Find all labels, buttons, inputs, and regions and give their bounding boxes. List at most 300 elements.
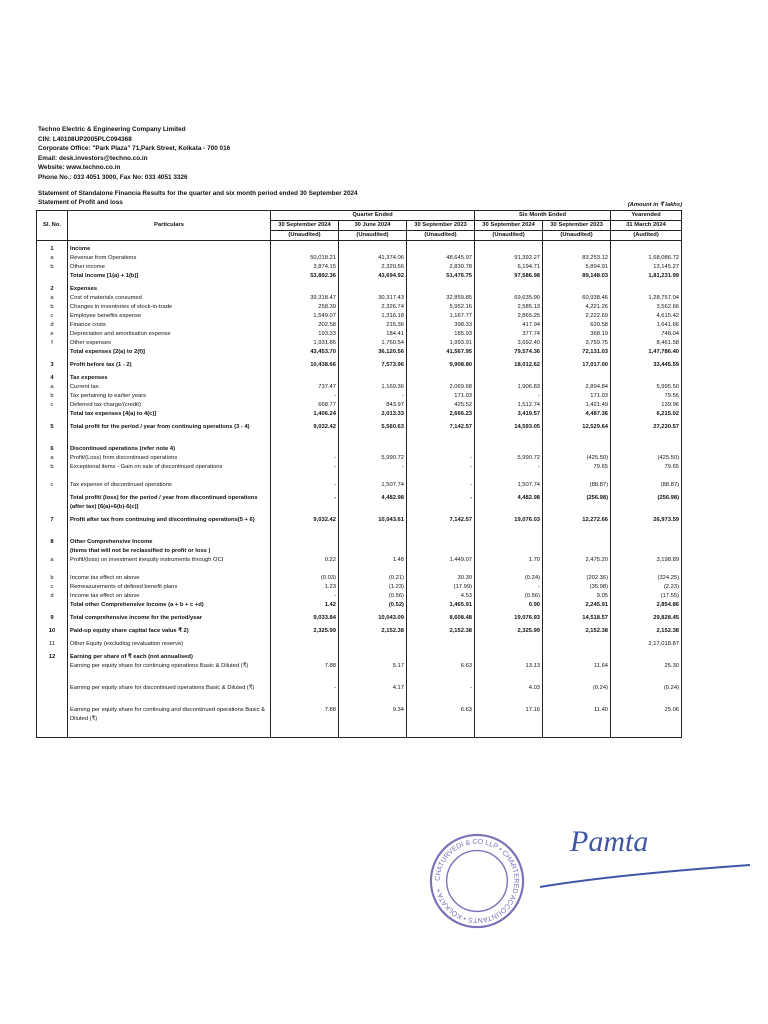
row-value: - <box>475 583 543 592</box>
row-particular: Total profit for the period / year from continuing operations (3 - 4) <box>68 423 271 441</box>
table-row <box>37 583 682 592</box>
row-value: 1,993.91 <box>407 339 475 348</box>
table-row <box>37 263 682 272</box>
row-value <box>543 445 611 454</box>
spacer-cell <box>37 733 68 738</box>
row-value: 97,586.98 <box>475 272 543 281</box>
table-row <box>37 463 682 481</box>
row-value: (88.87) <box>543 481 611 490</box>
seal-inner-ring <box>447 851 508 912</box>
row-value: (35.98) <box>543 583 611 592</box>
table-row <box>37 556 682 574</box>
row-particular: Other income <box>68 263 271 272</box>
row-value: - <box>271 684 339 702</box>
row-value: 6,215.02 <box>611 410 682 419</box>
row-value <box>407 538 475 547</box>
row-particular: Other expenses <box>68 339 271 348</box>
row-value: (0.56) <box>475 592 543 601</box>
signature <box>540 815 760 895</box>
table-row <box>37 330 682 339</box>
company-header <box>38 125 698 208</box>
row-value: 19,076.03 <box>475 516 543 534</box>
row-sl-no: c <box>37 583 68 592</box>
row-value: 1,507.74 <box>475 481 543 490</box>
row-value: 79.65 <box>611 463 682 481</box>
row-value <box>339 653 407 662</box>
row-value: 368.19 <box>543 330 611 339</box>
row-value <box>407 640 475 649</box>
row-value: 41,374.06 <box>339 254 407 263</box>
row-value: 1,549.07 <box>271 312 339 321</box>
row-value: 1,449.07 <box>407 556 475 574</box>
row-sl-no: a <box>37 556 68 574</box>
row-value: 5,990.72 <box>475 454 543 463</box>
company-email: Email: desk.investors@techno.co.in <box>38 154 148 162</box>
row-value <box>475 653 543 662</box>
row-value: 51,476.75 <box>407 272 475 281</box>
row-value: 425.52 <box>407 401 475 410</box>
row-value: 2,854.86 <box>611 601 682 610</box>
row-value: 25.30 <box>611 662 682 680</box>
row-value: 258.39 <box>271 303 339 312</box>
table-row <box>37 653 682 662</box>
row-value: - <box>407 494 475 512</box>
table-row <box>37 254 682 263</box>
row-value <box>339 245 407 254</box>
table-row <box>37 592 682 601</box>
row-sl-no: 11 <box>37 640 68 649</box>
row-particular: Earning per share of ₹ each (not annualised) <box>68 653 271 662</box>
row-value: 1,81,231.99 <box>611 272 682 281</box>
spacer-cell <box>271 733 339 738</box>
row-value: 11.40 <box>543 706 611 733</box>
row-value: (17.99) <box>407 583 475 592</box>
row-sl-no: 4 <box>37 374 68 383</box>
row-value: 2,666.23 <box>407 410 475 419</box>
row-value: (0.52) <box>339 601 407 610</box>
row-value: (17.55) <box>611 592 682 601</box>
row-value: 2,475.20 <box>543 556 611 574</box>
row-value <box>407 445 475 454</box>
row-particular: Paid-up equity share capital face value ₹ 2) <box>68 627 271 636</box>
row-value: 30,317.43 <box>339 294 407 303</box>
signature-text: Pamta <box>570 825 649 858</box>
row-value <box>271 547 339 556</box>
row-value: 3,419.57 <box>475 410 543 419</box>
row-value: (88.87) <box>611 481 682 490</box>
table-row <box>37 285 682 294</box>
row-particular: Changes in inventories of stock-in-trade <box>68 303 271 312</box>
row-value: 5,894.91 <box>543 263 611 272</box>
table-body <box>37 241 682 738</box>
row-value: 26,973.59 <box>611 516 682 534</box>
column-date: 30 September 2024 <box>475 221 543 231</box>
row-particular: Total tax expenses [4(a) to 4(c)] <box>68 410 271 419</box>
row-value: 83,253.12 <box>543 254 611 263</box>
sl-no-header: Sl. No. <box>37 211 68 241</box>
column-status: (Unaudited) <box>339 231 407 241</box>
row-sl-no: c <box>37 312 68 321</box>
row-value <box>475 538 543 547</box>
row-sl-no: b <box>37 574 68 583</box>
row-value <box>271 538 339 547</box>
row-value: 7.88 <box>271 706 339 733</box>
row-value <box>475 547 543 556</box>
row-particular: Profit before tax (1 - 2) <box>68 361 271 370</box>
row-value: (256.98) <box>543 494 611 512</box>
row-value: 2,830.78 <box>407 263 475 272</box>
spacer-cell <box>339 733 407 738</box>
row-value: - <box>475 463 543 481</box>
table-row <box>37 401 682 410</box>
spacer-cell <box>475 733 543 738</box>
row-value: 6.63 <box>407 706 475 733</box>
row-value: 2,326.74 <box>339 303 407 312</box>
row-value: 2,325.99 <box>475 627 543 636</box>
table-row <box>37 627 682 636</box>
row-value: 7,142.57 <box>407 423 475 441</box>
row-value: - <box>271 463 339 481</box>
row-particular: Other Equity (excluding revaluation reserve) <box>68 640 271 649</box>
row-sl-no <box>37 547 68 556</box>
row-value: 14,593.05 <box>475 423 543 441</box>
row-value: 91,392.27 <box>475 254 543 263</box>
row-value: 89,148.03 <box>543 272 611 281</box>
table-row <box>37 516 682 534</box>
row-value: 8,461.58 <box>611 339 682 348</box>
table-row <box>37 272 682 281</box>
row-sl-no: a <box>37 254 68 263</box>
spacer-cell <box>407 733 475 738</box>
row-value: 9.34 <box>339 706 407 733</box>
row-value: 1.70 <box>475 556 543 574</box>
row-value: 1,406.24 <box>271 410 339 419</box>
row-value <box>543 374 611 383</box>
row-value: 6.63 <box>407 662 475 680</box>
row-value: 2,245.91 <box>543 601 611 610</box>
row-value: - <box>271 494 339 512</box>
spacer-cell <box>543 733 611 738</box>
row-particular: Depreciation and amortisation expense <box>68 330 271 339</box>
row-sl-no: 9 <box>37 614 68 623</box>
row-value: 4,482.98 <box>475 494 543 512</box>
row-value: 36,120.56 <box>339 348 407 357</box>
row-particular: Total Income [1(a) + 1(b)] <box>68 272 271 281</box>
row-sl-no: 10 <box>37 627 68 636</box>
row-value: 3,562.66 <box>611 303 682 312</box>
row-value <box>475 640 543 649</box>
row-particular: Profit after tax from continuing and discontinuing operations(5 + 6) <box>68 516 271 534</box>
column-status: (Unaudited) <box>271 231 339 241</box>
table-row <box>37 348 682 357</box>
row-value: 13,145.27 <box>611 263 682 272</box>
row-value <box>407 285 475 294</box>
row-value: 171.03 <box>543 392 611 401</box>
row-value: 1,167.77 <box>407 312 475 321</box>
row-particular: Exceptional items - Gain on sale of discontinued operations <box>68 463 271 481</box>
row-value <box>543 245 611 254</box>
column-status: (Unaudited) <box>407 231 475 241</box>
row-value: 25.06 <box>611 706 682 733</box>
table-row <box>37 445 682 454</box>
row-value: 79,574.36 <box>475 348 543 357</box>
row-value: 2,585.13 <box>475 303 543 312</box>
row-value: 7,142.57 <box>407 516 475 534</box>
row-sl-no: 3 <box>37 361 68 370</box>
row-value: - <box>271 392 339 401</box>
row-particular: Remeasurements of defined benefit plans <box>68 583 271 592</box>
column-date: 30 September 2023 <box>407 221 475 231</box>
row-value: 185.93 <box>407 330 475 339</box>
row-value <box>271 285 339 294</box>
row-value: 29,828.45 <box>611 614 682 623</box>
row-sl-no: 5 <box>37 423 68 441</box>
row-value: 620.58 <box>543 321 611 330</box>
row-value: 17,017.00 <box>543 361 611 370</box>
row-value: (324.25) <box>611 574 682 583</box>
row-sl-no <box>37 684 68 702</box>
row-value: 2,865.25 <box>475 312 543 321</box>
row-particular: Profit/(loss) on investment inequity instruments through OCI <box>68 556 271 574</box>
row-particular: Cost of materials consumed <box>68 294 271 303</box>
row-sl-no: 1 <box>37 245 68 254</box>
row-value: 184.41 <box>339 330 407 339</box>
row-value <box>611 245 682 254</box>
column-date: 30 September 2023 <box>543 221 611 231</box>
row-particular: Income <box>68 245 271 254</box>
row-value: - <box>271 592 339 601</box>
row-value: 193.33 <box>271 330 339 339</box>
row-value: 2,152.38 <box>407 627 475 636</box>
row-value: 215.36 <box>339 321 407 330</box>
table-row <box>37 294 682 303</box>
row-value: 1,316.18 <box>339 312 407 321</box>
row-particular: Total profit/ (loss) for the period / year from discontinued operations (after tax) [6(a)+6(b)-6(c)] <box>68 494 271 512</box>
row-value: 9,908.80 <box>407 361 475 370</box>
company-name: Techno Electric & Engineering Company Limited <box>38 126 186 133</box>
row-value <box>543 538 611 547</box>
row-value: 48,645.97 <box>407 254 475 263</box>
row-value <box>339 640 407 649</box>
row-value: 69,635.90 <box>475 294 543 303</box>
column-status: (Unaudited) <box>543 231 611 241</box>
table-row <box>37 574 682 583</box>
row-value: 2,069.68 <box>407 383 475 392</box>
row-sl-no: b <box>37 263 68 272</box>
row-particular: (items that will not be reclassified to profit or loss ) <box>68 547 271 556</box>
row-value <box>611 445 682 454</box>
row-value: 10,043.09 <box>339 614 407 623</box>
row-sl-no: c <box>37 401 68 410</box>
row-value <box>543 547 611 556</box>
statement-title: Statement of Standalone Financia Results for the quarter and six month period ended 30 September 2024 <box>38 189 358 197</box>
row-value: (0.21) <box>339 574 407 583</box>
row-value: 72,131.03 <box>543 348 611 357</box>
row-sl-no: e <box>37 330 68 339</box>
seal-text: CHATURVEDI & CO LLP • CHARTERED ACCOUNTANTS • KOLKATA • <box>434 838 520 924</box>
row-value: 3,759.75 <box>543 339 611 348</box>
table-row <box>37 481 682 490</box>
row-particular: Earning per equity share for discontinued operations Basic & Diluted (₹) <box>68 684 271 702</box>
row-value <box>407 374 475 383</box>
row-particular: Current tax <box>68 383 271 392</box>
row-value: - <box>407 481 475 490</box>
row-sl-no: c <box>37 481 68 490</box>
row-sl-no: d <box>37 592 68 601</box>
row-particular: Tax expenses <box>68 374 271 383</box>
row-value: 139.96 <box>611 401 682 410</box>
company-phone: Phone No.: 033 4051 3000, Fax No: 033 4051 3326 <box>38 173 188 181</box>
row-value: (0.56) <box>339 592 407 601</box>
row-value <box>271 245 339 254</box>
row-particular: Income tax effect on above <box>68 592 271 601</box>
table-row <box>37 454 682 463</box>
row-value: 2,152.38 <box>339 627 407 636</box>
row-value: 43,453.70 <box>271 348 339 357</box>
table-row <box>37 662 682 680</box>
table-row <box>37 339 682 348</box>
row-particular: Revenue from Operations <box>68 254 271 263</box>
row-value: (202.36) <box>543 574 611 583</box>
row-particular: Expenses <box>68 285 271 294</box>
row-value <box>475 285 543 294</box>
row-value <box>339 547 407 556</box>
row-value: 202.58 <box>271 321 339 330</box>
row-value <box>407 653 475 662</box>
row-value: - <box>271 481 339 490</box>
row-sl-no: b <box>37 303 68 312</box>
amount-note: (Amount in ₹ lakhs) <box>627 202 682 208</box>
auditor-seal <box>428 832 526 930</box>
quarter-ended-header: Quarter Ended <box>271 211 475 221</box>
row-value: 737.47 <box>271 383 339 392</box>
spacer-row <box>37 733 682 738</box>
row-particular: Other Comprehensive Income <box>68 538 271 547</box>
row-value <box>475 245 543 254</box>
row-value: 1.23 <box>271 583 339 592</box>
row-value: 43,694.92 <box>339 272 407 281</box>
row-value: 7,573.96 <box>339 361 407 370</box>
particulars-header: Particulars <box>68 211 271 241</box>
row-value: 41,567.95 <box>407 348 475 357</box>
row-value: - <box>339 463 407 481</box>
row-particular: Tax pertaining to earlier years <box>68 392 271 401</box>
table-row <box>37 361 682 370</box>
row-value: 1,28,757.04 <box>611 294 682 303</box>
table-row <box>37 321 682 330</box>
column-date: 30 June 2024 <box>339 221 407 231</box>
row-value: 1.48 <box>339 556 407 574</box>
row-value <box>475 374 543 383</box>
row-particular: Finance costs <box>68 321 271 330</box>
signature-underline <box>540 865 750 887</box>
row-value: 1,421.49 <box>543 401 611 410</box>
row-value: 2,152.38 <box>611 627 682 636</box>
row-value: 9,033.84 <box>271 614 339 623</box>
table-row <box>37 245 682 254</box>
row-value: - <box>271 454 339 463</box>
table-header <box>37 211 682 241</box>
row-value: 2,17,018.87 <box>611 640 682 649</box>
table-row <box>37 303 682 312</box>
row-value: 4,221.26 <box>543 303 611 312</box>
row-value <box>271 640 339 649</box>
row-value <box>611 547 682 556</box>
row-value: 1,512.74 <box>475 401 543 410</box>
table-row <box>37 538 682 547</box>
row-particular: Total expenses [2(a) to 2(f)] <box>68 348 271 357</box>
row-value: 1,931.86 <box>271 339 339 348</box>
table-row <box>37 392 682 401</box>
row-value: 9,032.42 <box>271 516 339 534</box>
row-value: 7.88 <box>271 662 339 680</box>
row-value: 1,47,786.40 <box>611 348 682 357</box>
table-row <box>37 410 682 419</box>
row-particular: Profit/(Loss) from discontinued operations <box>68 454 271 463</box>
row-value: 1.42 <box>271 601 339 610</box>
row-value: 33,445.59 <box>611 361 682 370</box>
seal-outer-ring <box>431 835 523 927</box>
row-value: 12,529.64 <box>543 423 611 441</box>
row-particular: Discontinued operations (refer note 4) <box>68 445 271 454</box>
row-value: 11.64 <box>543 662 611 680</box>
row-value: (0.24) <box>475 574 543 583</box>
row-value: - <box>475 392 543 401</box>
row-value: 1,760.54 <box>339 339 407 348</box>
row-sl-no: b <box>37 392 68 401</box>
row-value: 2,325.99 <box>271 627 339 636</box>
table-row <box>37 383 682 392</box>
row-value: 79.56 <box>611 392 682 401</box>
row-value: 4.53 <box>407 592 475 601</box>
row-particular: Total comprehensive income for the period/year <box>68 614 271 623</box>
row-value: 17.16 <box>475 706 543 733</box>
row-value: 1,906.83 <box>475 383 543 392</box>
row-value: 14,518.57 <box>543 614 611 623</box>
row-sl-no <box>37 662 68 680</box>
row-value <box>271 374 339 383</box>
row-value: 19,076.93 <box>475 614 543 623</box>
row-sl-no <box>37 706 68 733</box>
spacer-cell <box>68 733 271 738</box>
row-value <box>611 374 682 383</box>
row-value: 2,222.69 <box>543 312 611 321</box>
company-cin: CIN: L40108UP2005PLC094368 <box>38 135 132 143</box>
row-value: 3,198.89 <box>611 556 682 574</box>
row-value: 5.17 <box>339 662 407 680</box>
column-date: 30 September 2024 <box>271 221 339 231</box>
table-row <box>37 706 682 733</box>
row-value: 8,608.48 <box>407 614 475 623</box>
row-value: 27,230.57 <box>611 423 682 441</box>
row-value <box>407 547 475 556</box>
row-value: 0.90 <box>475 601 543 610</box>
row-value <box>611 538 682 547</box>
row-value: 6,194.71 <box>475 263 543 272</box>
row-value: 5,995.50 <box>611 383 682 392</box>
row-value <box>339 285 407 294</box>
row-value: 79.65 <box>543 463 611 481</box>
row-value: 10,438.66 <box>271 361 339 370</box>
row-sl-no: d <box>37 321 68 330</box>
table-row <box>37 312 682 321</box>
row-value <box>543 285 611 294</box>
row-value: 5,560.63 <box>339 423 407 441</box>
corporate-office: Corporate Office: "Park Plaza" 71,Park Street, Kolkata - 700 016 <box>38 145 231 153</box>
company-website: Website: www.techno.co.in <box>38 164 121 172</box>
table-row <box>37 423 682 441</box>
row-value: 1,507.74 <box>339 481 407 490</box>
